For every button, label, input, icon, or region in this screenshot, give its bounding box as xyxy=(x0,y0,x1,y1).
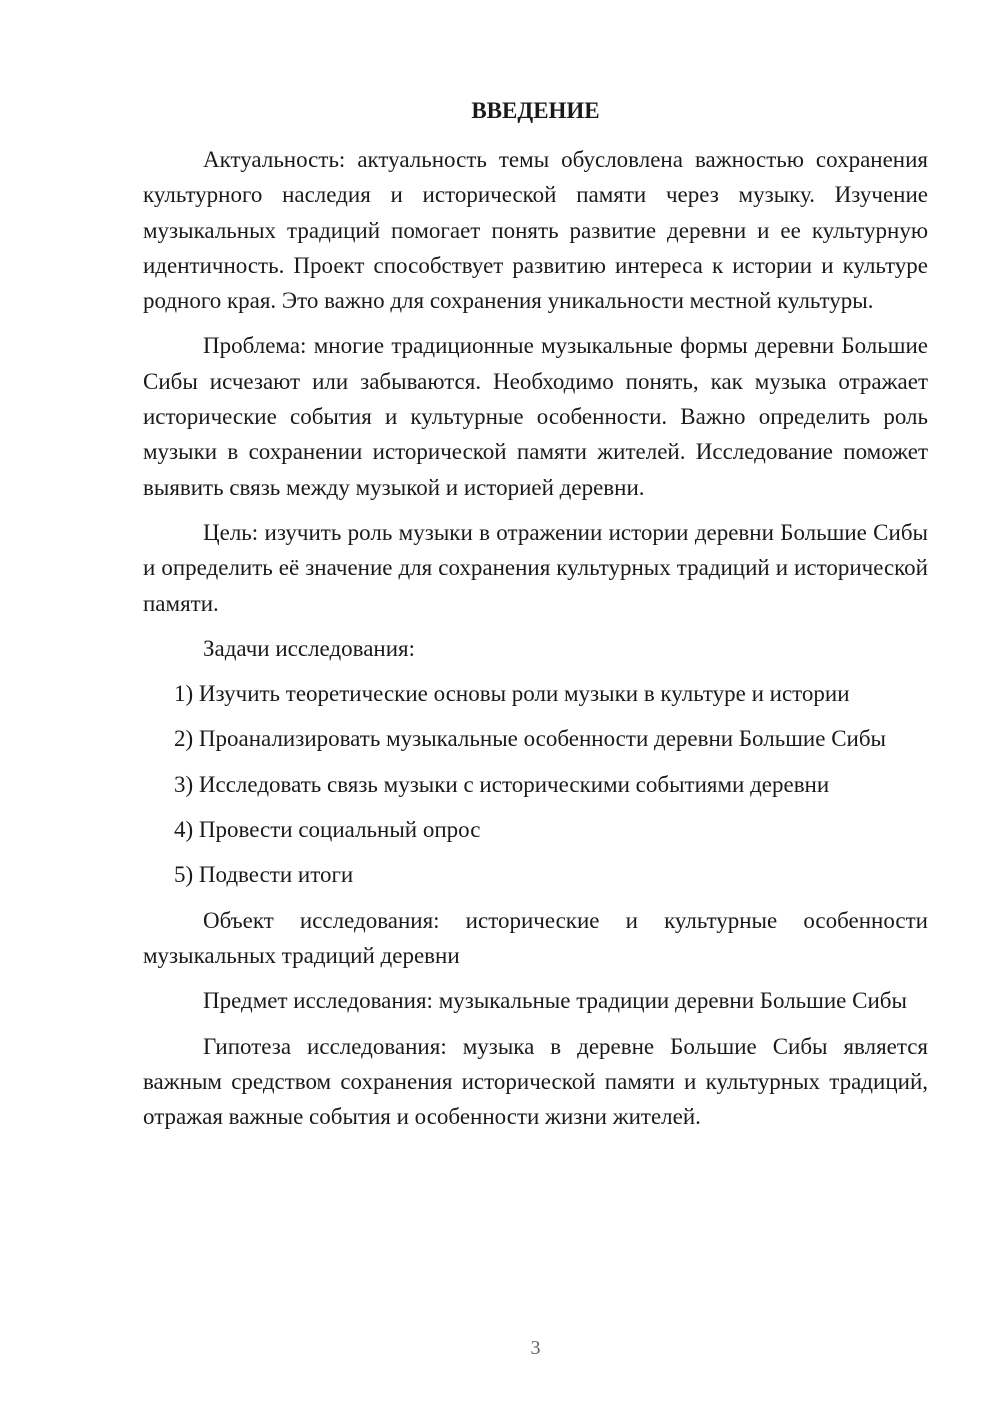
task-item-5: 5) Подвести итоги xyxy=(174,862,354,888)
task-item-3: 3) Исследовать связь музыки с историческими событиями деревни xyxy=(174,771,830,797)
page-number: 3 xyxy=(530,1337,541,1359)
research-subject-paragraph: Предмет исследования: музыкальные традиции деревни Большие Сибы xyxy=(203,988,907,1014)
research-object-paragraph: Объект исследования: исторические и культурные особенности музыкальных традиций деревни xyxy=(143,907,928,968)
document-body xyxy=(143,142,928,1144)
problem-paragraph: Проблема: многие традиционные музыкальные формы деревни Большие Сибы исчезают или забываются. Необходимо понять, как музыка отражает исторические события и культурные особенности. Важно определить роль музыки в сохранении исторической памяти жителей. Исследование поможет выявить связь между музыкой и историей деревни. xyxy=(143,333,928,500)
hypothesis-paragraph: Гипотеза исследования: музыка в деревне Большие Сибы является важным средством сохранения исторической памяти и культурных традиций, отражая важные события и особенности жизни жителей. xyxy=(143,1033,928,1130)
relevance-paragraph: Актуальность: актуальность темы обусловлена важностью сохранения культурного наследия и исторической памяти через музыку. Изучение музыкальных традиций помогает понять развитие деревни и ее культурную идентичность. Проект способствует развитию интереса к истории и культуре родного края. Это важно для сохранения уникальности местной культуры. xyxy=(143,147,928,314)
task-item-2: 2) Проанализировать музыкальные особенности деревни Большие Сибы xyxy=(174,726,887,752)
section-title: ВВЕДЕНИЕ xyxy=(471,98,600,123)
task-item-4: 4) Провести социальный опрос xyxy=(174,817,481,843)
document-page xyxy=(143,0,928,1414)
goal-paragraph: Цель: изучить роль музыки в отражении истории деревни Большие Сибы и определить её значение для сохранения культурных традиций и исторической памяти. xyxy=(143,519,928,616)
tasks-heading: Задачи исследования: xyxy=(203,635,416,661)
task-item-1: 1) Изучить теоретические основы роли музыки в культуре и истории xyxy=(174,681,850,707)
